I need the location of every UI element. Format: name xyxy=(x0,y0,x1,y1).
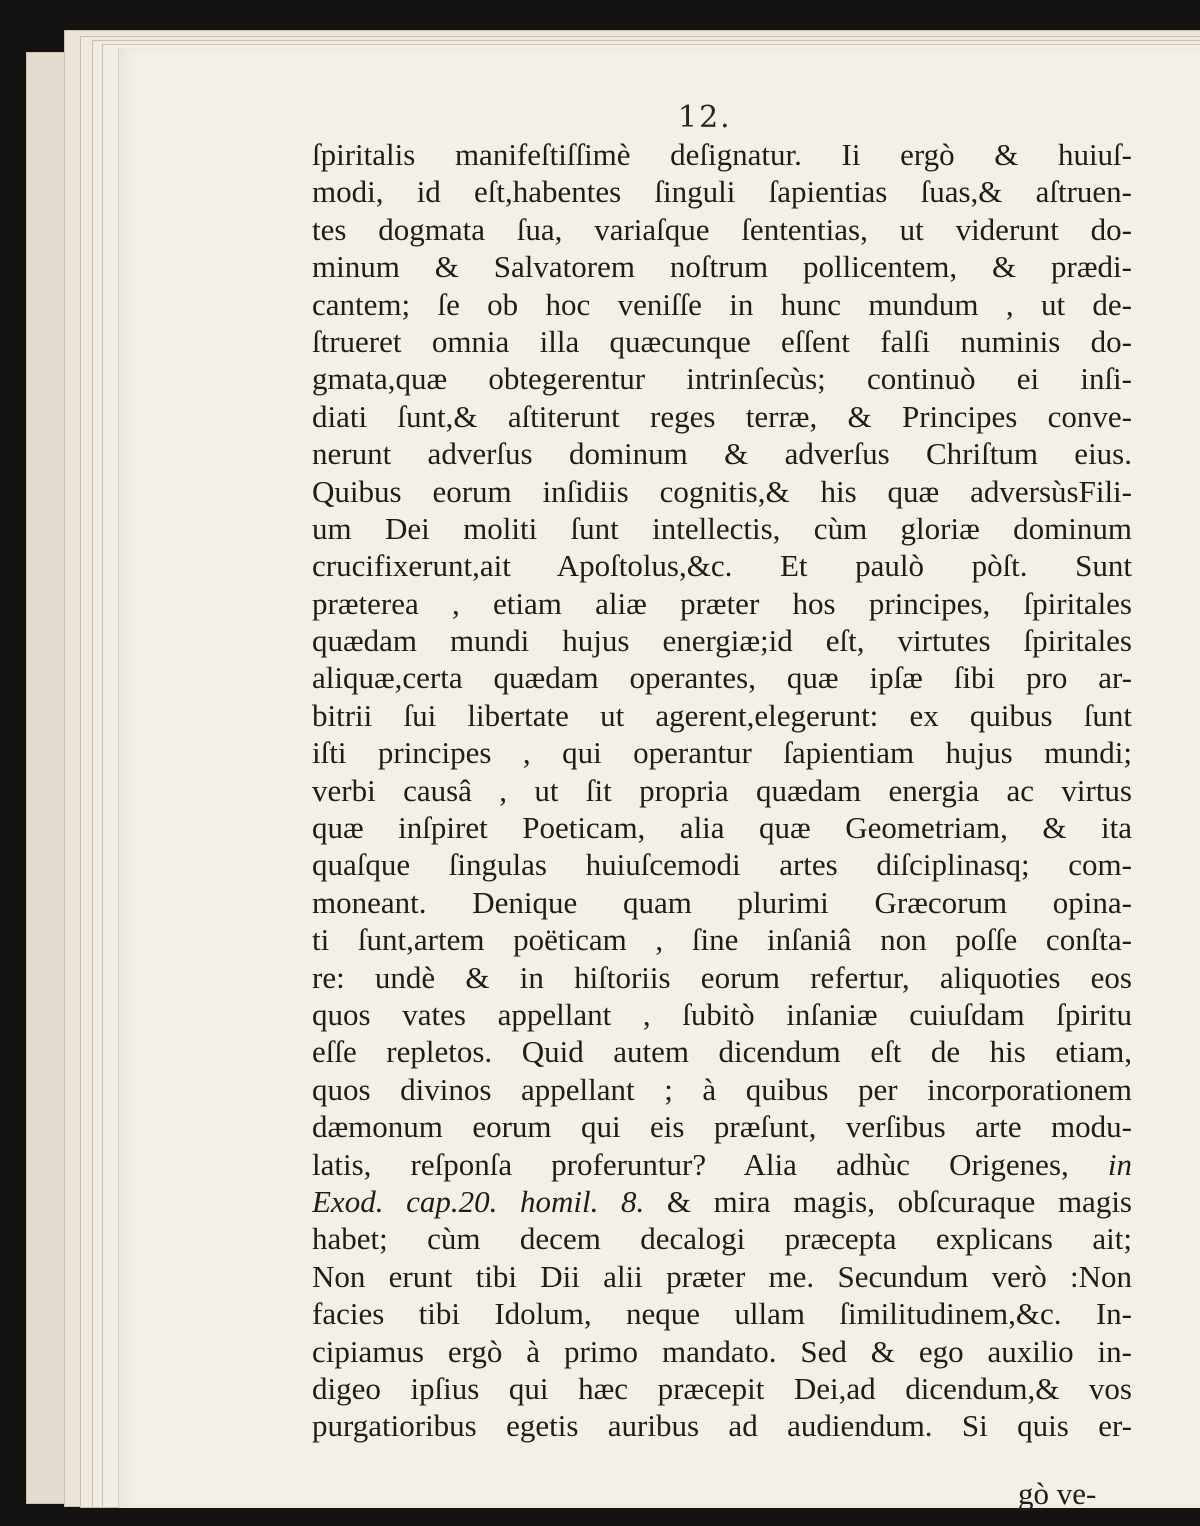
text-line: quæ inſpiret Poeticam, alia quæ Geometriam, & ita xyxy=(312,810,1132,846)
text-line: re: undè & in hiſtoriis eorum refertur, aliquoties eos xyxy=(312,959,1132,995)
text-line: diati ſunt,& aſtiterunt reges terræ, & Principes conve- xyxy=(312,398,1132,434)
text-line: gmata,quæ obtegerentur intrinſecùs; continuò ei inſi- xyxy=(312,361,1132,397)
text-segment: latis, reſponſa proferuntur? Alia adhùc Origenes, xyxy=(312,1146,1069,1182)
text-line: quædam mundi hujus energiæ;id eſt, virtutes ſpiritales xyxy=(312,623,1132,659)
text-line-with-reference xyxy=(312,1183,1132,1220)
text-line: tes dogmata ſua, variaſque ſententias, ut viderunt do- xyxy=(312,211,1132,247)
text-line: Non erunt tibi Dii alii præter me. Secundum verò :Non xyxy=(312,1258,1132,1294)
text-line: ſtrueret omnia illa quæcunque eſſent falſi numinis do- xyxy=(312,323,1132,359)
text-segment: & mira magis, obſcuraque magis xyxy=(666,1183,1132,1219)
italic-word: in xyxy=(1107,1146,1132,1182)
text-line: bitrii ſui libertate ut agerent,elegerunt: ex quibus ſunt xyxy=(312,697,1132,733)
text-line: facies tibi Idolum, neque ullam ſimilitudinem,&c. In- xyxy=(312,1296,1132,1332)
text-line: aliquæ,certa quædam operantes, quæ ipſæ ſibi pro ar- xyxy=(312,660,1132,696)
text-line: iſti principes , qui operantur ſapientiam hujus mundi; xyxy=(312,735,1132,771)
text-line: moneant. Denique quam plurimi Græcorum opina- xyxy=(312,884,1132,920)
italic-citation: Exod. cap.20. homil. 8. xyxy=(312,1183,645,1219)
page-number: 12. xyxy=(678,100,732,135)
text-line: modi, id eſt,habentes ſinguli ſapientias ſuas,& aſtruen- xyxy=(312,174,1132,210)
text-line: um Dei moliti ſunt intellectis, cùm gloriæ dominum xyxy=(312,510,1132,546)
text-line: ti ſunt,artem poëticam , ſine inſaniâ non poſſe conſta- xyxy=(312,922,1132,958)
text-line: crucifixerunt,ait Apoſtolus,&c. Et paulò pòſt. Sunt xyxy=(312,548,1132,584)
text-line: verbi causâ , ut ſit propria quædam energia ac virtus xyxy=(312,772,1132,808)
text-line: minum & Salvatorem noſtrum pollicentem, & prædi- xyxy=(312,249,1132,285)
text-line: Quibus eorum inſidiis cognitis,& his quæ adversùsFili- xyxy=(312,473,1132,509)
text-line: purgatioribus egetis auribus ad audiendum. Si quis er- xyxy=(312,1408,1132,1444)
text-line: eſſe repletos. Quid autem dicendum eſt de his etiam, xyxy=(312,1034,1132,1070)
text-line: quos vates appellant , ſubitò inſaniæ cuiuſdam ſpiritu xyxy=(312,996,1132,1032)
text-line-with-reference xyxy=(312,1146,1132,1183)
text-line: quaſque ſingulas huiuſcemodi artes diſciplinasq; com- xyxy=(312,847,1132,883)
text-line: nerunt adverſus dominum & adverſus Chriſtum eius. xyxy=(312,436,1132,472)
text-line: dæmonum eorum qui eis præſunt, verſibus arte modu- xyxy=(312,1109,1132,1145)
text-line: digeo ipſius qui hæc præcepit Dei,ad dicendum,& vos xyxy=(312,1370,1132,1406)
text-line: quos divinos appellant ; à quibus per incorporationem xyxy=(312,1071,1132,1107)
text-line: præterea , etiam aliæ præter hos principes, ſpiritales xyxy=(312,585,1132,621)
text-line: ſpiritalis manifeſtiſſimè deſignatur. Ii ergò & huiuſ- xyxy=(312,137,1132,172)
text-line: cipiamus ergò à primo mandato. Sed & ego auxilio in- xyxy=(312,1333,1132,1369)
body-text xyxy=(312,136,1132,1445)
text-line: habet; cùm decem decalogi præcepta explicans ait; xyxy=(312,1221,1132,1257)
text-line: cantem; ſe ob hoc veniſſe in hunc mundum , ut de- xyxy=(312,286,1132,322)
catchword: gò ve- xyxy=(1018,1476,1097,1511)
